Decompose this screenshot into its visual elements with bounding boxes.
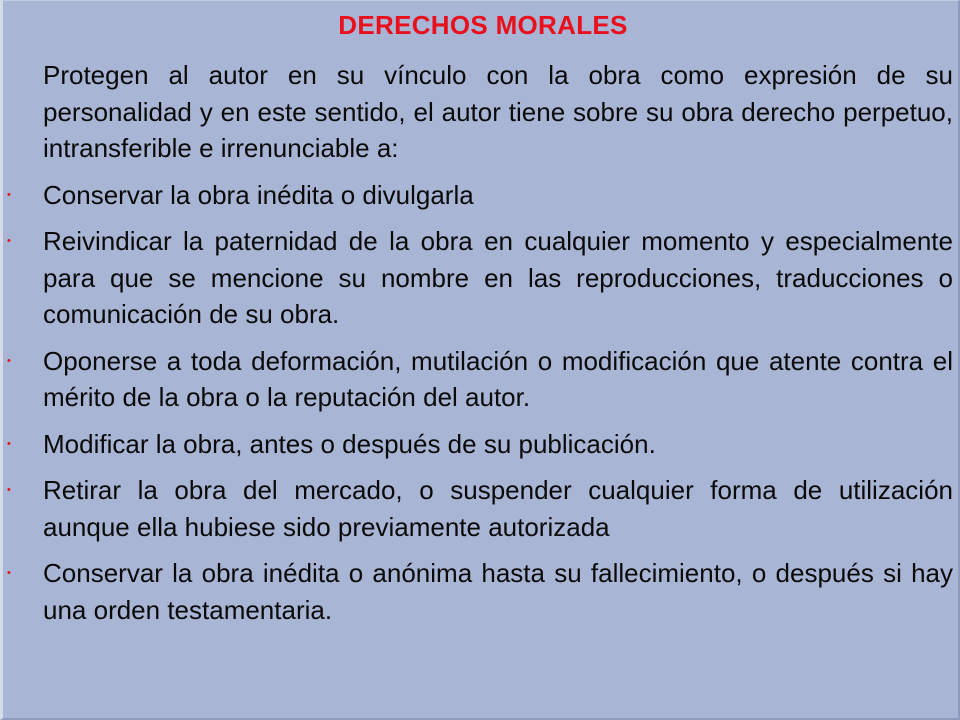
list-item bbox=[7, 343, 953, 416]
bullet-icon: • bbox=[7, 567, 11, 579]
intro-paragraph: Protegen al autor en su vínculo con la obra como expresión de su personalidad y en este sentido, el autor tiene sobre su obra derecho perpetuo, intransferible e irrenunciable a: bbox=[43, 60, 953, 163]
bullet-icon: • bbox=[7, 437, 11, 450]
slide-body bbox=[7, 57, 953, 638]
bullet-list bbox=[7, 177, 953, 629]
list-item-text: Reivindicar la paternidad de la obra en cualquier momento y especialmente para que se mencione su nombre en las reproducciones, traducciones o comunicación de su obra. bbox=[43, 226, 953, 329]
bullet-icon: • bbox=[7, 484, 11, 496]
list-item bbox=[7, 555, 953, 628]
list-item-text: Conservar la obra inédita o anónima hasta su fallecimiento, o después si hay una orden testamentaria. bbox=[43, 558, 953, 625]
bullet-icon: • bbox=[7, 188, 11, 201]
list-item-text: Oponerse a toda deformación, mutilación o modificación que atente contra el mérito de la obra o la reputación del autor. bbox=[43, 345, 953, 412]
list-item bbox=[7, 223, 953, 333]
bullet-icon: • bbox=[7, 235, 11, 247]
list-item-text: Conservar la obra inédita o divulgarla bbox=[43, 179, 474, 210]
list-item bbox=[7, 177, 953, 214]
bullet-icon: • bbox=[7, 354, 11, 367]
list-item bbox=[7, 472, 953, 545]
list-item bbox=[7, 426, 953, 463]
list-item-text: Retirar la obra del mercado, o suspender cualquier forma de utilización aunque ella hubiese sido previamente autorizada bbox=[43, 475, 953, 542]
slide-title: DERECHOS MORALES bbox=[338, 10, 628, 40]
list-item-text: Modificar la obra, antes o después de su publicación. bbox=[43, 428, 656, 459]
